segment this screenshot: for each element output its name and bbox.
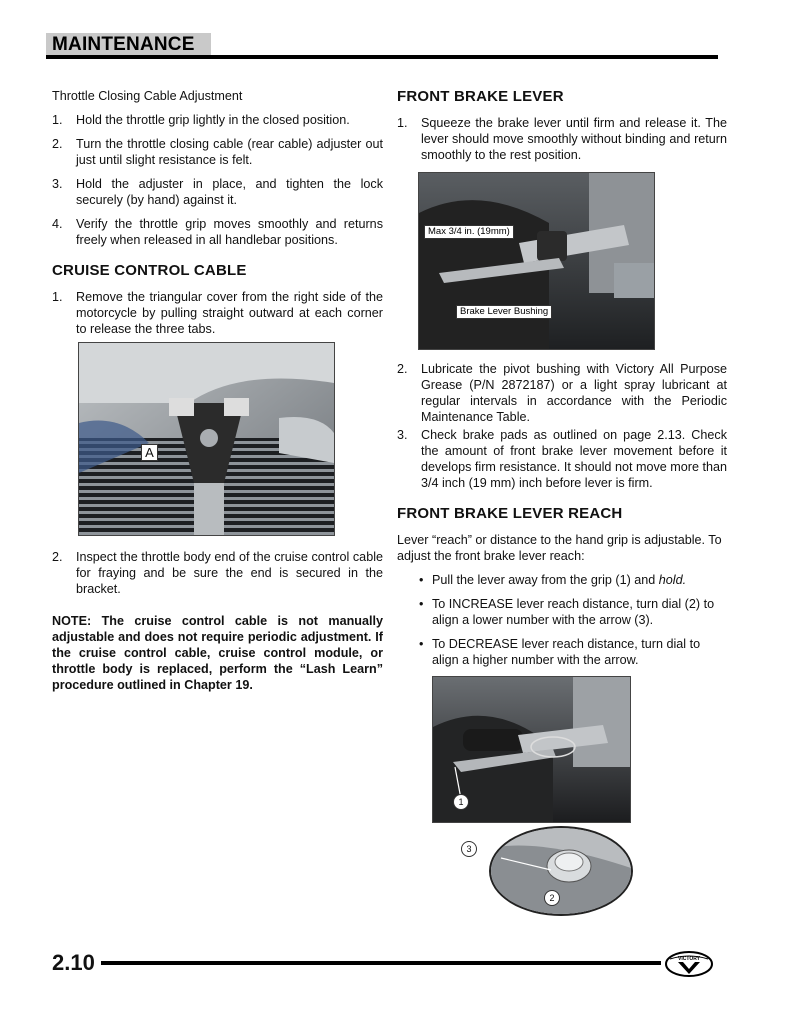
victory-logo-icon (664, 950, 714, 978)
step-number: 1. (397, 116, 408, 130)
step-number: 2. (397, 362, 408, 376)
dial-closeup (489, 826, 633, 916)
step-text: Squeeze the brake lever until firm and release it. The lever should move smoothly without binding and return smoothly to the rest position. (421, 116, 727, 162)
callout-2: 2 (544, 890, 560, 906)
right-column-middle (397, 361, 727, 676)
step-text: Inspect the throttle body end of the cruise control cable for fraying and be sure the end is secured in the bracket. (76, 550, 383, 596)
step-text: Remove the triangular cover from the right side of the motorcycle by pulling straight outward at each corner to release the three tabs. (76, 290, 383, 336)
bullet: • (419, 637, 424, 651)
list-item (52, 216, 383, 248)
max-distance-label: Max 3/4 in. (19mm) (424, 225, 514, 239)
step-number: 2. (52, 550, 63, 564)
brake-lever-photo (418, 172, 655, 350)
list-item (419, 596, 727, 628)
callout-3: 3 (461, 841, 477, 857)
bullet: • (419, 597, 424, 611)
list-item (397, 361, 727, 425)
list-item (397, 115, 727, 163)
bullet: • (419, 573, 424, 587)
reach-bullets (397, 572, 727, 668)
step-text: Hold the adjuster in place, and tighten the lock securely (by hand) against it. (76, 177, 383, 207)
callout-1: 1 (453, 794, 469, 810)
step-text: Turn the throttle closing cable (rear cable) adjuster out just until slight resistance is felt. (76, 137, 383, 167)
list-item (419, 572, 727, 588)
step-text: Lubricate the pivot bushing with Victory All Purpose Grease (P/N 2872187) or a light spray lubricant at regular intervals in accordance with the Periodic Maintenance Table. (421, 362, 727, 424)
brake-steps-continued (397, 361, 727, 491)
step-number: 4. (52, 217, 63, 231)
step-text: Check brake pads as outlined on page 2.13. Check the amount of front brake lever movement before it develops firm resistance. It should not move more than 3/4 inch (19 mm) inch before lever is firm. (421, 428, 727, 490)
list-item (397, 427, 727, 491)
engine-photo (78, 342, 335, 536)
footer-rule (101, 961, 661, 965)
list-item (52, 176, 383, 208)
reach-intro: Lever “reach” or distance to the hand grip is adjustable. To adjust the front brake lever reach: (397, 533, 722, 563)
cruise-heading: CRUISE CONTROL CABLE (52, 262, 247, 279)
cruise-steps-continued (52, 549, 383, 597)
bullet-text-emphasis: hold. (658, 573, 687, 587)
list-item (52, 136, 383, 168)
brake-steps (397, 115, 727, 163)
left-column-lower (52, 549, 383, 693)
logo-text: VICTORY (678, 956, 700, 962)
step-number: 2. (52, 137, 63, 151)
step-text: Verify the throttle grip moves smoothly and returns freely when released in all handlebar positions. (76, 217, 383, 247)
throttle-steps (52, 112, 383, 248)
front-brake-heading: FRONT BRAKE LEVER (397, 88, 564, 105)
brake-lever-illustration (419, 173, 654, 349)
reach-heading: FRONT BRAKE LEVER REACH (397, 505, 623, 522)
bushing-label: Brake Lever Bushing (456, 305, 552, 319)
dial-illustration (491, 828, 631, 914)
bullet-text-main: Pull the lever away from the grip (1) and (432, 573, 659, 587)
engine-illustration (79, 343, 334, 535)
list-item (419, 636, 727, 668)
list-item (52, 112, 383, 128)
bullet-text (432, 572, 727, 588)
step-text: Hold the throttle grip lightly in the closed position. (76, 113, 350, 127)
right-column (397, 88, 727, 171)
cruise-steps (52, 289, 383, 337)
throttle-heading: Throttle Closing Cable Adjustment (52, 89, 243, 103)
list-item (52, 289, 383, 337)
header-rule (46, 55, 718, 59)
list-item (52, 549, 383, 597)
bullet-text: To INCREASE lever reach distance, turn dial (2) to align a lower number with the arrow (3). (432, 597, 715, 627)
section-title: MAINTENANCE (46, 33, 211, 57)
step-number: 3. (397, 428, 408, 442)
note-text: NOTE: The cruise control cable is not manually adjustable and does not require periodic adjustment. If the cruise control cable, cruise control module, or throttle body is replaced, perform the “Lash Learn” procedure outlined in Chapter 19. (52, 614, 383, 692)
step-number: 1. (52, 113, 63, 127)
step-number: 3. (52, 177, 63, 191)
victory-logo (664, 950, 714, 983)
bullet-text: To DECREASE lever reach distance, turn dial to align a higher number with the arrow. (432, 637, 701, 667)
page-number: 2.10 (52, 950, 95, 975)
callout-a: A (141, 444, 158, 461)
step-number: 1. (52, 290, 63, 304)
left-column (52, 88, 383, 345)
